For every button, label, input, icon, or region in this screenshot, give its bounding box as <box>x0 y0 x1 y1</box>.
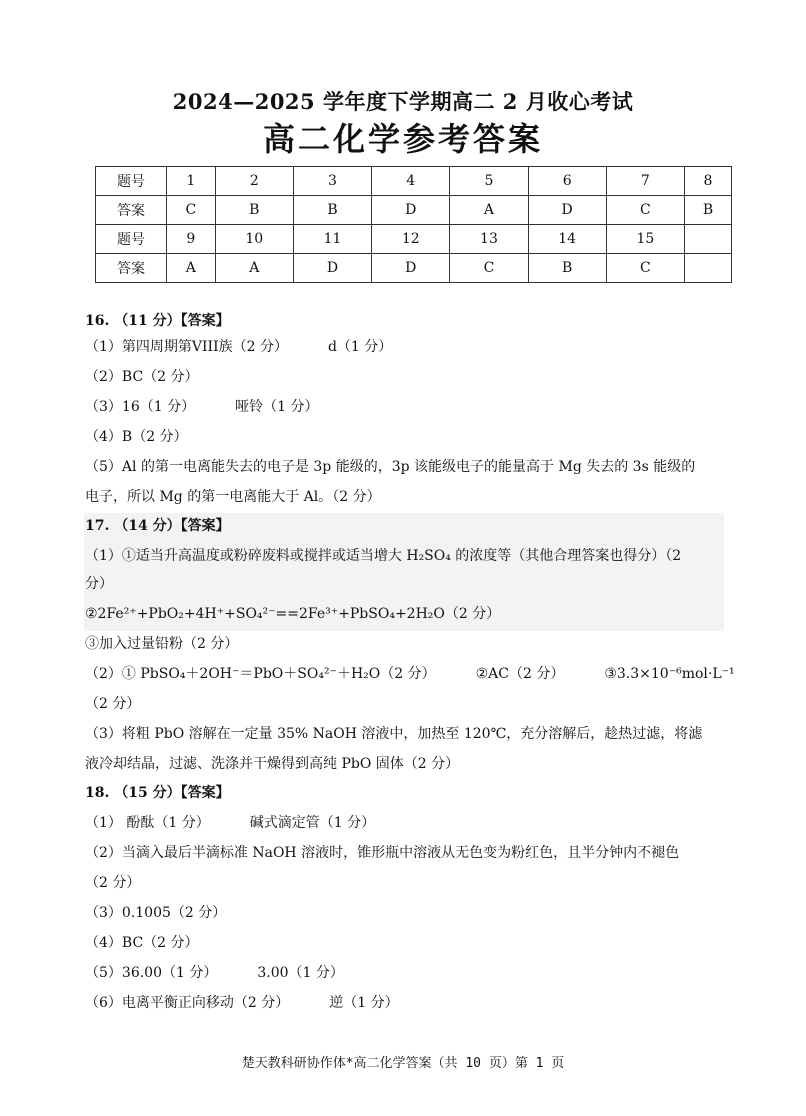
q17-part3a: （3）将粗 PbO 溶解在一定量 35% NaOH 溶液中，加热至 120℃，充分溶解后，趁热过滤，将滤 <box>85 726 703 742</box>
table-cell: D <box>372 254 450 283</box>
table-cell: C <box>606 254 684 283</box>
page-footer: 楚天教科研协作体*高二化学答案（共 10 页）第 1 页 <box>241 1056 565 1071</box>
table-cell <box>685 254 732 283</box>
q17-part2c: ③3.3×10⁻⁶mol·L⁻¹ <box>604 666 735 682</box>
table-cell: 10 <box>215 225 293 254</box>
answer-table <box>95 166 732 283</box>
q17-heading: 17. （14 分）【答案】 <box>85 518 230 534</box>
table-row <box>96 167 732 196</box>
table-cell: C <box>450 254 528 283</box>
table-cell: 13 <box>450 225 528 254</box>
q16-part1a: （1）第四周期第VIII族（2 分） <box>85 339 288 355</box>
table-cell: B <box>685 196 732 225</box>
table-cell: C <box>167 196 216 225</box>
table-row <box>96 196 732 225</box>
table-cell: 14 <box>528 225 606 254</box>
table-row <box>96 254 732 283</box>
table-cell: D <box>293 254 371 283</box>
table-cell: 2 <box>215 167 293 196</box>
table-cell: 15 <box>606 225 684 254</box>
q18-heading: 18. （15 分）【答案】 <box>85 785 230 801</box>
q16-part5b: 电子，所以 Mg 的第一电离能大于 Al。（2 分） <box>85 489 381 505</box>
q18-part6b: 逆（1 分） <box>329 995 399 1011</box>
table-cell: B <box>528 254 606 283</box>
table-cell: C <box>606 196 684 225</box>
q18-answer-line <box>85 992 399 1012</box>
table-cell: D <box>528 196 606 225</box>
q16-answer-line <box>85 336 392 356</box>
table-cell <box>685 225 732 254</box>
q17-answer-line <box>85 663 735 683</box>
table-cell: 6 <box>528 167 606 196</box>
q18-part1b: 碱式滴定管（1 分） <box>249 815 376 831</box>
q16-part5a: （5）Al 的第一电离能失去的电子是 3p 能级的，3p 该能级电子的能量高于 Mg 失去的 3s 能级的 <box>85 459 696 475</box>
q18-answer-line <box>85 962 344 982</box>
q18-part3: （3）0.1005（2 分） <box>85 905 227 921</box>
q16-part1b: d（1 分） <box>327 339 393 355</box>
table-cell: 7 <box>606 167 684 196</box>
q18-part2b: （2 分） <box>85 875 141 891</box>
answer-key-title: 高二化学参考答案 <box>262 120 543 158</box>
table-cell: 5 <box>450 167 528 196</box>
table-cell: 答案 <box>96 254 167 283</box>
q16-answer-line <box>85 396 318 416</box>
table-cell: 9 <box>167 225 216 254</box>
q17-part1a: （1）①适当升高温度或粉碎废料或搅拌或适当增大 H₂SO₄ 的浓度等（其他合理答案也得分）（2 <box>85 548 682 564</box>
q17-part1b: 分） <box>85 576 113 592</box>
q17-part3b: 液冷却结晶，过滤、洗涤并干燥得到高纯 PbO 固体（2 分） <box>85 756 460 772</box>
table-cell: A <box>215 254 293 283</box>
q18-part6a: （6）电离平衡正向移动（2 分） <box>85 995 290 1011</box>
table-cell: 答案 <box>96 196 167 225</box>
table-cell: B <box>293 196 371 225</box>
q17-part2d: （2 分） <box>85 696 141 712</box>
q16-heading: 16. （11 分）【答案】 <box>85 313 230 329</box>
q18-part5b: 3.00（1 分） <box>257 965 344 981</box>
q18-part1a: （1） 酚酞（1 分） <box>85 815 210 831</box>
table-cell: 12 <box>372 225 450 254</box>
q18-part5a: （5）36.00（1 分） <box>85 965 218 981</box>
exam-title: 2024—2025 学年度下学期高二 2 月收心考试 <box>172 89 634 114</box>
q18-answer-line <box>85 812 375 832</box>
q17-part1-eq: ②2Fe²⁺+PbO₂+4H⁺+SO₄²⁻==2Fe³⁺+PbSO₄+2H₂O（2 分） <box>85 606 501 622</box>
table-cell: 1 <box>167 167 216 196</box>
table-row <box>96 225 732 254</box>
table-cell: 4 <box>372 167 450 196</box>
table-cell: 3 <box>293 167 371 196</box>
table-cell: A <box>167 254 216 283</box>
table-cell: 题号 <box>96 225 167 254</box>
q16-part4: （4）B（2 分） <box>85 429 188 445</box>
q16-part2: （2）BC（2 分） <box>85 369 199 385</box>
table-cell: 11 <box>293 225 371 254</box>
q17-part2b: ②AC（2 分） <box>475 666 565 682</box>
q17-part2a: （2）① PbSO₄＋2OH⁻＝PbO＋SO₄²⁻＋H₂O（2 分） <box>85 666 436 682</box>
q17-part1-3: ③加入过量铅粉（2 分） <box>85 636 239 652</box>
q18-part2a: （2）当滴入最后半滴标准 NaOH 溶液时，锥形瓶中溶液从无色变为粉红色，且半分钟内不褪色 <box>85 845 680 861</box>
q16-part3b: 哑铃（1 分） <box>235 399 319 415</box>
q16-part3a: （3）16（1 分） <box>85 399 196 415</box>
table-cell: 题号 <box>96 167 167 196</box>
table-cell: A <box>450 196 528 225</box>
table-cell: B <box>215 196 293 225</box>
q18-part4: （4）BC（2 分） <box>85 935 199 951</box>
table-cell: 8 <box>685 167 732 196</box>
table-cell: D <box>372 196 450 225</box>
